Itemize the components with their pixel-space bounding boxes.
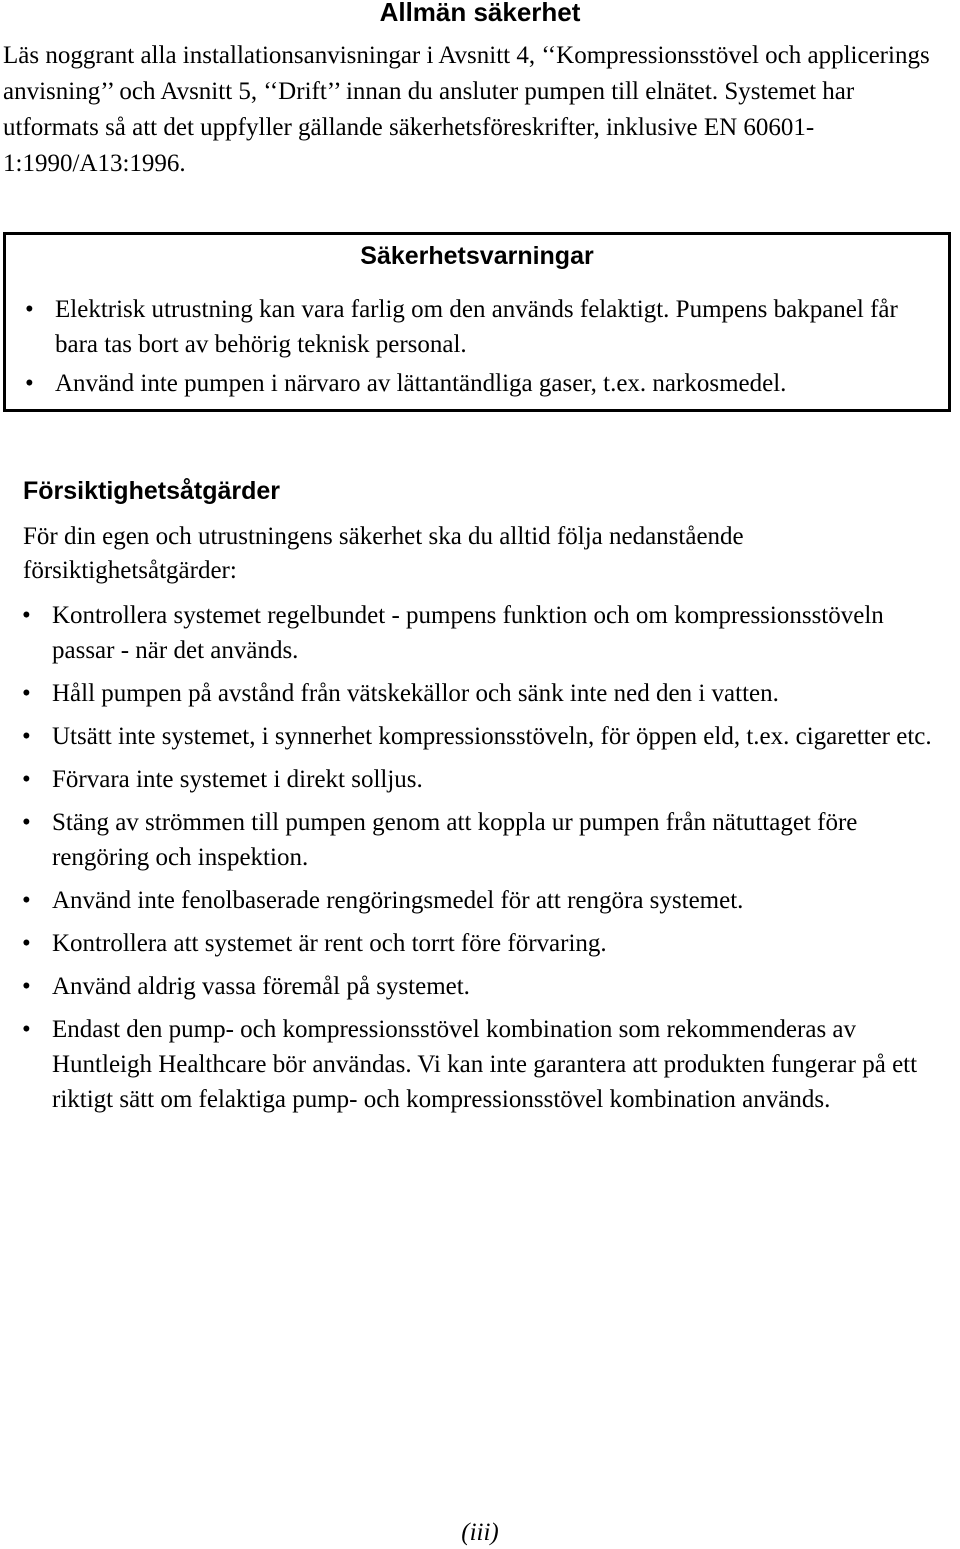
precaution-item: • Använd aldrig vassa föremål på systemet. [3,969,933,1004]
precaution-item: • Förvara inte systemet i direkt solljus. [3,762,933,797]
precaution-item: • Stäng av strömmen till pumpen genom att koppla ur pumpen från nätuttaget före rengöring och inspektion. [3,805,933,875]
safety-warnings-box [3,232,951,412]
precaution-item: • Kontrollera systemet regelbundet - pumpens funktion och om kompressionsstöveln passar - när det används. [3,598,933,668]
intro-paragraph: Läs noggrant alla installationsanvisningar i Avsnitt 4, ‘‘Kompressionsstövel och applicerings anvisning’’ och Avsnitt 5, ‘‘Drift’’ innan du ansluter pumpen till elnätet. Systemet har utformats så att det uppfyller gällande säkerhetsföreskrifter, inklusive EN 60601-1:1990/A13:1996. [3,42,930,177]
precautions-title: Försiktighetsåtgärder [23,477,281,505]
precautions-list [3,598,933,1125]
warnings-list [6,292,926,405]
page-heading: Allmän säkerhet [379,0,581,27]
warning-item: • Elektrisk utrustning kan vara farlig om den används felaktigt. Pumpens bakpanel får bara tas bort av behörig teknisk personal. [6,292,926,362]
precaution-item: • Endast den pump- och kompressionsstövel kombination som rekommenderas av Huntleigh Healthcare bör användas. Vi kan inte garantera att produkten fungerar på ett riktigt sätt om felaktiga pump- och kompressionsstövel kombination används. [3,1012,933,1117]
precautions-intro: För din egen och utrustningens säkerhet ska du alltid följa nedanstående försiktighetsåtgärder: [23,523,744,584]
warning-item: • Använd inte pumpen i närvaro av lättantändliga gaser, t.ex. narkosmedel. [6,366,926,401]
precaution-item: • Utsätt inte systemet, i synnerhet kompressionsstöveln, för öppen eld, t.ex. cigaretter etc. [3,719,933,754]
page-number: (iii) [461,1519,499,1546]
precaution-item: • Använd inte fenolbaserade rengöringsmedel för att rengöra systemet. [3,883,933,918]
warnings-title: Säkerhetsvarningar [360,242,594,270]
precaution-item: • Kontrollera att systemet är rent och torrt före förvaring. [3,926,933,961]
precaution-item: • Håll pumpen på avstånd från vätskekällor och sänk inte ned den i vatten. [3,676,933,711]
